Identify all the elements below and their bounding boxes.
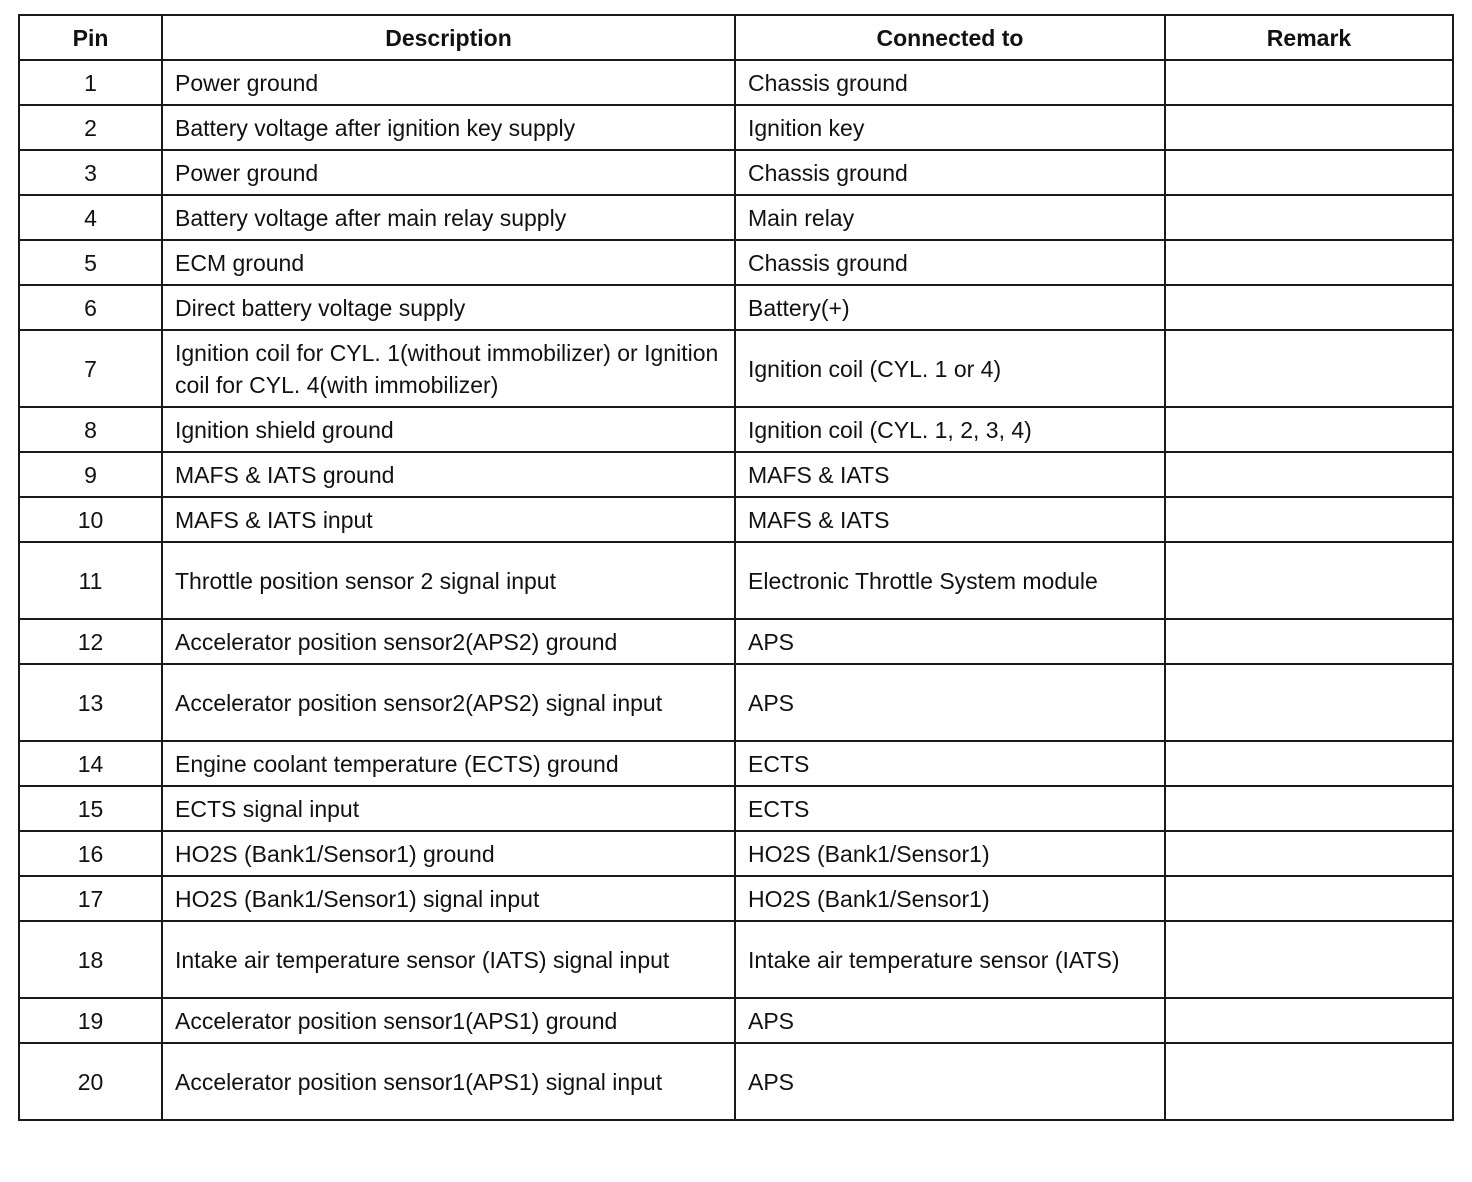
connected-to-cell: MAFS & IATS [735,497,1165,542]
table-row [19,407,1453,452]
connected-to-cell: Main relay [735,195,1165,240]
table-row [19,741,1453,786]
table-row [19,150,1453,195]
description-cell: MAFS & IATS ground [162,452,735,497]
connected-to-cell: APS [735,664,1165,741]
description-cell: HO2S (Bank1/Sensor1) signal input [162,876,735,921]
remark-cell [1165,831,1453,876]
pin-cell: 10 [19,497,162,542]
header-description: Description [162,15,735,60]
pin-cell: 20 [19,1043,162,1120]
description-cell: Accelerator position sensor2(APS2) signal input [162,664,735,741]
pin-cell: 8 [19,407,162,452]
description-cell: Battery voltage after ignition key supply [162,105,735,150]
pin-cell: 15 [19,786,162,831]
description-cell: Battery voltage after main relay supply [162,195,735,240]
description-cell: Power ground [162,150,735,195]
remark-cell [1165,150,1453,195]
pin-cell: 14 [19,741,162,786]
pin-cell: 19 [19,998,162,1043]
remark-cell [1165,195,1453,240]
connected-to-cell: APS [735,998,1165,1043]
table-row [19,876,1453,921]
pin-cell: 5 [19,240,162,285]
table-row [19,1043,1453,1120]
connected-to-cell: MAFS & IATS [735,452,1165,497]
connected-to-cell: APS [735,1043,1165,1120]
connected-to-cell: Chassis ground [735,240,1165,285]
description-cell: ECTS signal input [162,786,735,831]
connected-to-cell: Intake air temperature sensor (IATS) [735,921,1165,998]
table-body [19,60,1453,1120]
table-row [19,195,1453,240]
connected-to-cell: HO2S (Bank1/Sensor1) [735,831,1165,876]
remark-cell [1165,998,1453,1043]
table-row [19,921,1453,998]
remark-cell [1165,876,1453,921]
connected-to-cell: ECTS [735,786,1165,831]
table-row [19,786,1453,831]
pin-cell: 1 [19,60,162,105]
description-cell: Intake air temperature sensor (IATS) signal input [162,921,735,998]
header-remark: Remark [1165,15,1453,60]
table-row [19,497,1453,542]
remark-cell [1165,60,1453,105]
table-header [19,15,1453,60]
connected-to-cell: HO2S (Bank1/Sensor1) [735,876,1165,921]
table-row [19,452,1453,497]
connected-to-cell: Chassis ground [735,150,1165,195]
pin-cell: 6 [19,285,162,330]
table-row [19,998,1453,1043]
table-row [19,664,1453,741]
remark-cell [1165,105,1453,150]
pin-cell: 18 [19,921,162,998]
pin-cell: 2 [19,105,162,150]
pin-table [18,14,1454,1121]
header-row [19,15,1453,60]
pin-cell: 9 [19,452,162,497]
pin-cell: 3 [19,150,162,195]
remark-cell [1165,542,1453,619]
table-row [19,542,1453,619]
connected-to-cell: ECTS [735,741,1165,786]
header-pin: Pin [19,15,162,60]
description-cell: Accelerator position sensor1(APS1) ground [162,998,735,1043]
description-cell: Accelerator position sensor1(APS1) signal input [162,1043,735,1120]
connected-to-cell: Ignition coil (CYL. 1, 2, 3, 4) [735,407,1165,452]
description-cell: Ignition coil for CYL. 1(without immobilizer) or Ignition coil for CYL. 4(with immobilizer) [162,330,735,407]
pin-cell: 17 [19,876,162,921]
remark-cell [1165,619,1453,664]
description-cell: MAFS & IATS input [162,497,735,542]
description-cell: Accelerator position sensor2(APS2) ground [162,619,735,664]
remark-cell [1165,664,1453,741]
pin-cell: 11 [19,542,162,619]
table-row [19,330,1453,407]
remark-cell [1165,921,1453,998]
remark-cell [1165,240,1453,285]
description-cell: HO2S (Bank1/Sensor1) ground [162,831,735,876]
pin-cell: 13 [19,664,162,741]
connected-to-cell: Ignition key [735,105,1165,150]
connected-to-cell: Ignition coil (CYL. 1 or 4) [735,330,1165,407]
remark-cell [1165,407,1453,452]
remark-cell [1165,786,1453,831]
remark-cell [1165,285,1453,330]
table-row [19,285,1453,330]
description-cell: Ignition shield ground [162,407,735,452]
description-cell: Power ground [162,60,735,105]
description-cell: Direct battery voltage supply [162,285,735,330]
pin-cell: 12 [19,619,162,664]
table-row [19,105,1453,150]
pin-cell: 16 [19,831,162,876]
connected-to-cell: Chassis ground [735,60,1165,105]
remark-cell [1165,452,1453,497]
pin-cell: 7 [19,330,162,407]
description-cell: Engine coolant temperature (ECTS) ground [162,741,735,786]
header-connected-to: Connected to [735,15,1165,60]
remark-cell [1165,1043,1453,1120]
remark-cell [1165,497,1453,542]
table-row [19,619,1453,664]
remark-cell [1165,330,1453,407]
table-row [19,60,1453,105]
table-row [19,240,1453,285]
connected-to-cell: Electronic Throttle System module [735,542,1165,619]
connected-to-cell: Battery(+) [735,285,1165,330]
description-cell: ECM ground [162,240,735,285]
remark-cell [1165,741,1453,786]
table-row [19,831,1453,876]
description-cell: Throttle position sensor 2 signal input [162,542,735,619]
pin-cell: 4 [19,195,162,240]
connected-to-cell: APS [735,619,1165,664]
